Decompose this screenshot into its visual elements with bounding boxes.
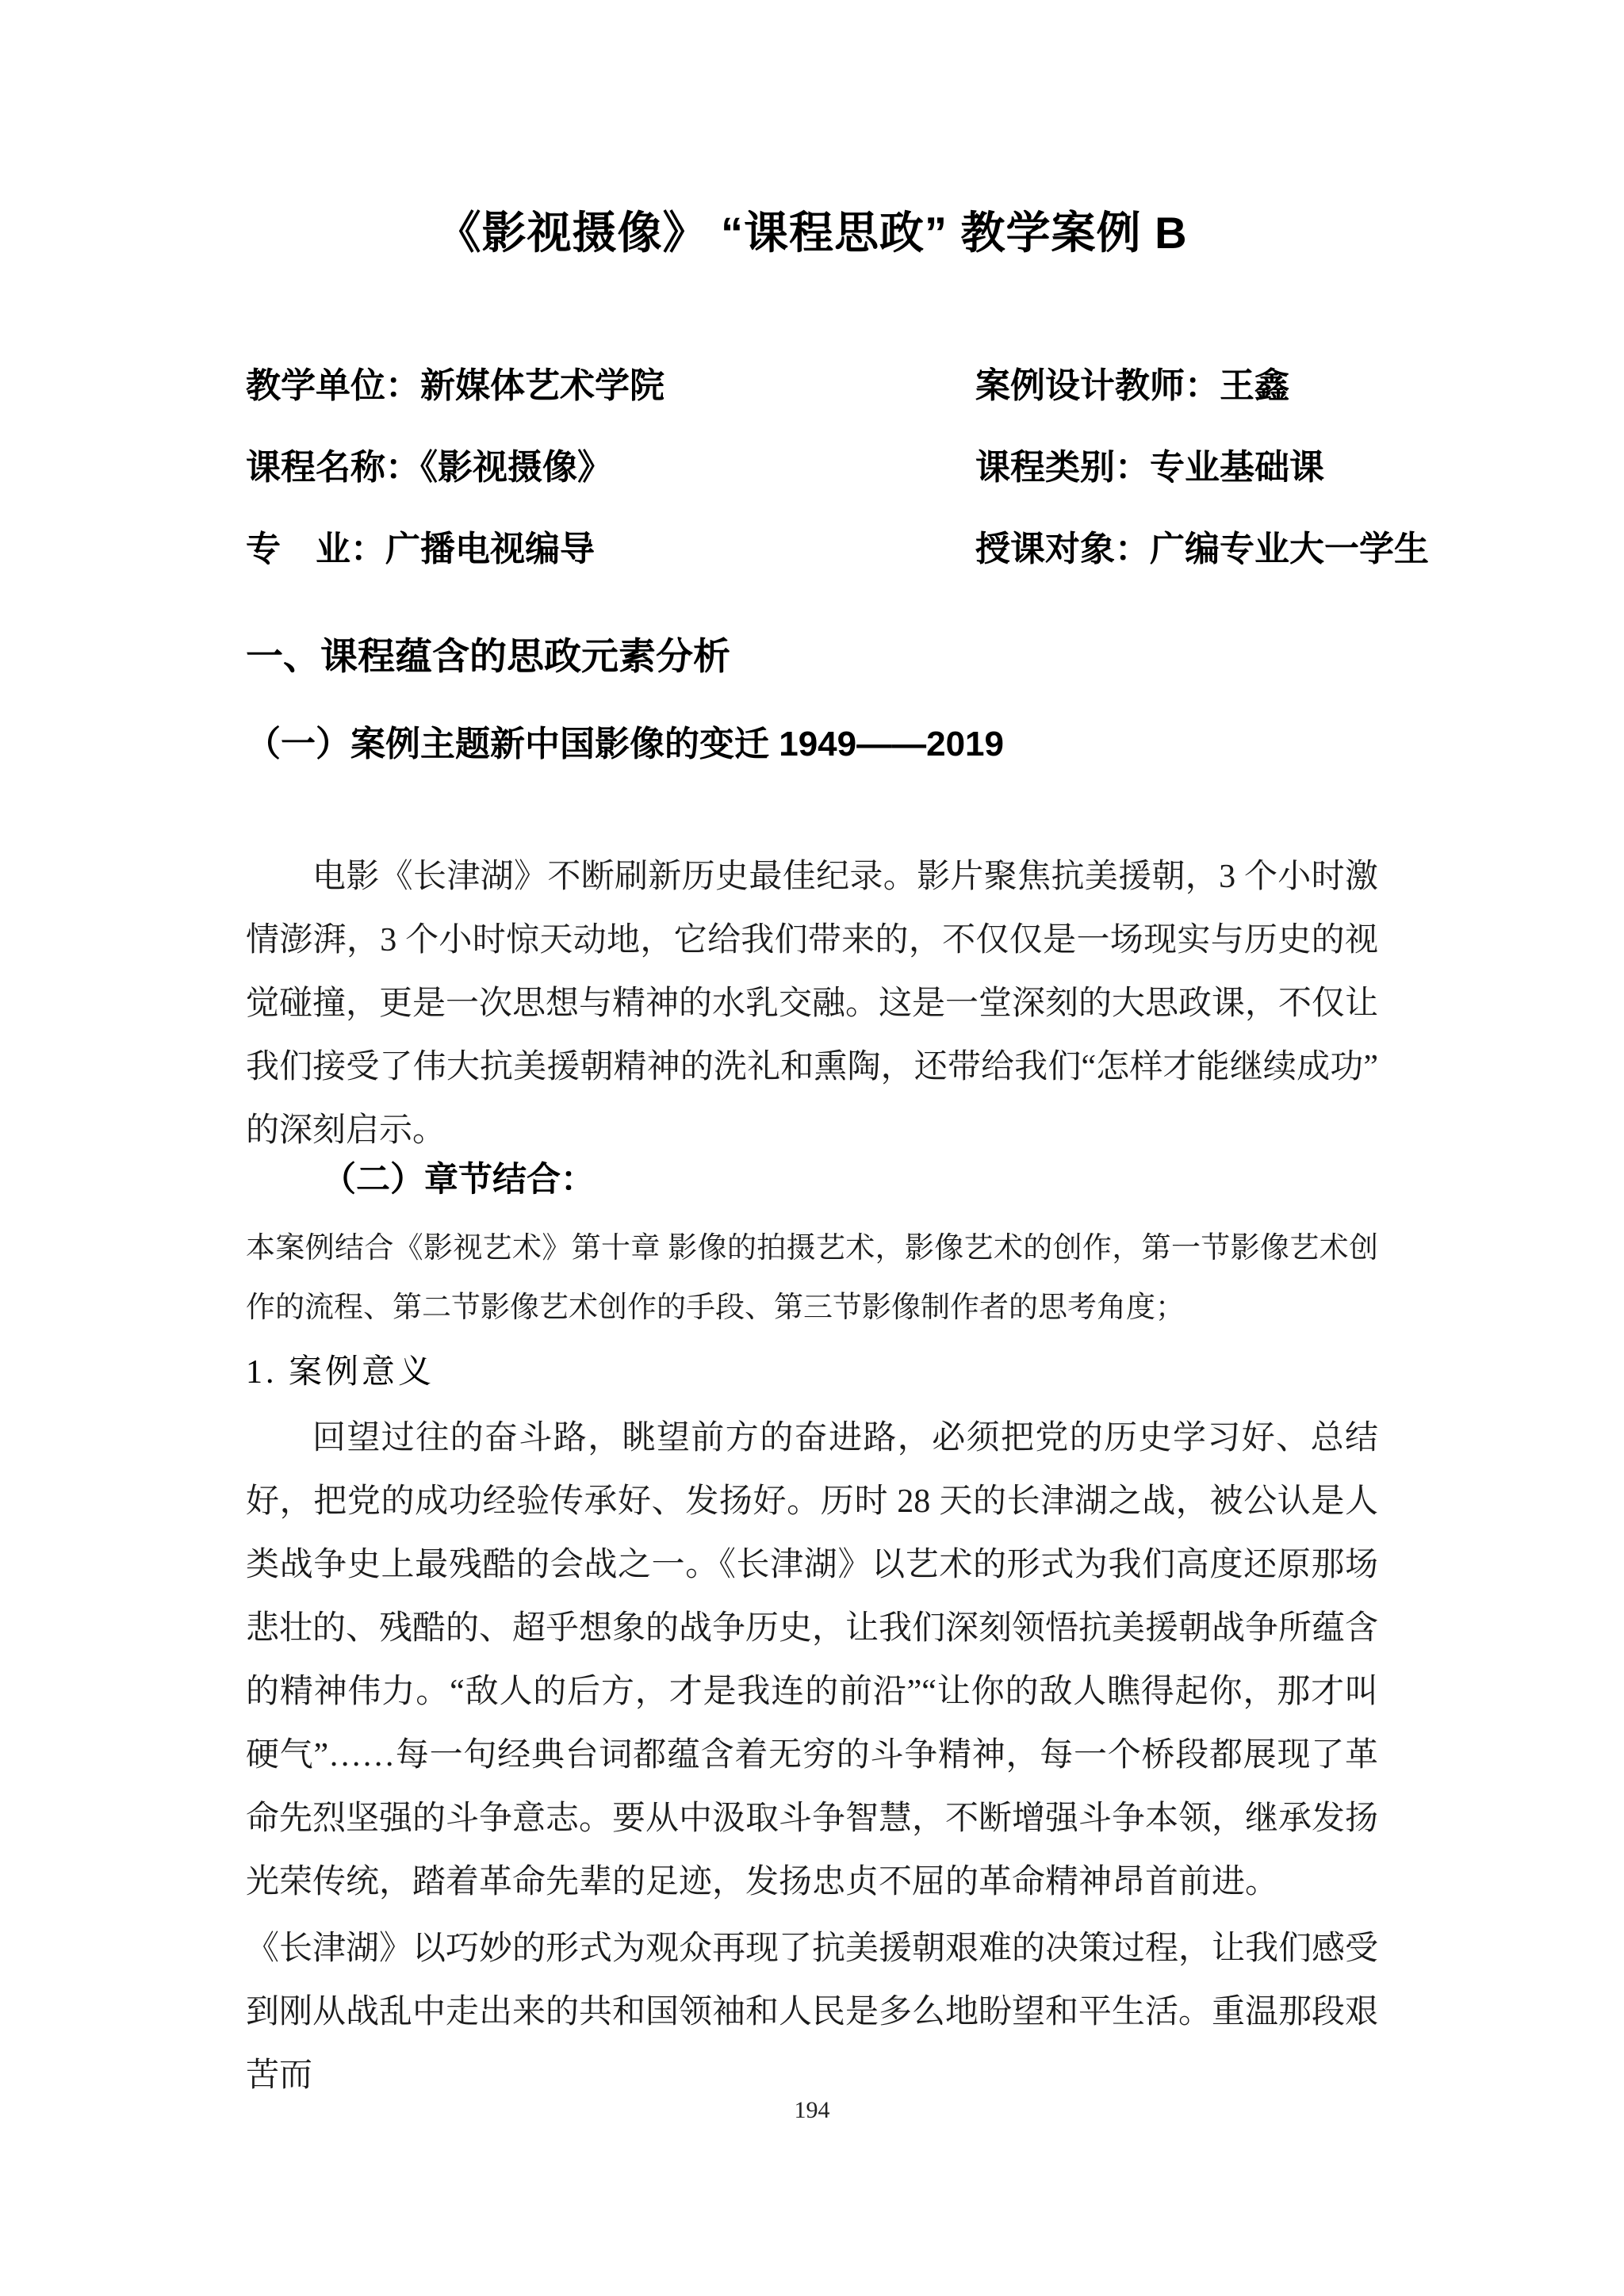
section-heading-1-2: （二）章节结合： xyxy=(322,1161,595,1199)
meta-audience: 授课对象：广编专业大一学生 xyxy=(975,530,1429,568)
paragraph-changjinhu-intro: 电影《长津湖》不断刷新历史最佳纪录。影片聚焦抗美援朝，3 个小时激情澎湃，3 个小时惊天动地，它给我们带来的，不仅仅是一场现实与历史的视觉碰撞，更是一次思想与精神的水乳交融。这是一堂深刻的大思政课，不仅让我们接受了伟大抗美援朝精神的洗礼和熏陶，还带给我们“怎样才能继续成功”的深刻启示。 xyxy=(246,859,1379,1149)
paragraph-decision-process: 《长津湖》以巧妙的形式为观众再现了抗美援朝艰难的决策过程，让我们感受到刚从战乱中走出来的共和国领袖和人民是多么地盼望和平生活。重温那段艰苦而 xyxy=(246,1931,1379,2094)
meta-course-name: 课程名称：《影视摄像》 xyxy=(246,448,612,487)
meta-case-designer: 案例设计教师：王鑫 xyxy=(975,366,1289,405)
meta-row xyxy=(246,446,1378,490)
page-title: 《影视摄像》 “课程思政” 教学案例 B xyxy=(436,208,1188,258)
heading-case-meaning: 1. 案例意义 xyxy=(246,1354,435,1391)
section-heading-1-1: （一）案例主题新中国影像的变迁 1949——2019 xyxy=(246,725,1004,763)
section-heading-1: 一、课程蕴含的思政元素分析 xyxy=(246,635,730,677)
meta-row xyxy=(246,527,1429,572)
meta-teaching-unit: 教学单位：新媒体艺术学院 xyxy=(246,366,665,405)
paragraph-chapter-links: 本案例结合《影视艺术》第十章 影像的拍摄艺术，影像艺术的创作，第一节影像艺术创作的流程、第二节影像艺术创作的手段、第三节影像制作者的思考角度； xyxy=(246,1232,1378,1324)
meta-major: 专 业：广播电视编导 xyxy=(246,530,595,568)
paragraph-case-meaning: 回望过往的奋斗路，眺望前方的奋进路，必须把党的历史学习好、总结好，把党的成功经验传承好、发扬好。历时 28 天的长津湖之战，被公认是人类战争史上最残酷的会战之一。《长津湖》以艺术的形式为我们高度还原那场悲壮的、残酷的、超乎想象的战争历史，让我们深刻领悟抗美援朝战争所蕴含的精神伟力。“敌人的后方，才是我连的前沿”“让你的敌人瞧得起你，那才叫硬气”……每一句经典台词都蕴含着无穷的斗争精神，每一个桥段都展现了革命先烈坚强的斗争意志。要从中汲取斗争智慧，不断增强斗争本领，继承发扬光荣传统，踏着革命先辈的足迹，发扬忠贞不屈的革命精神昂首前进。 xyxy=(246,1420,1379,1900)
meta-course-category: 课程类别：专业基础课 xyxy=(975,448,1324,487)
page-number: 194 xyxy=(794,2097,830,2123)
meta-row xyxy=(246,364,1378,408)
